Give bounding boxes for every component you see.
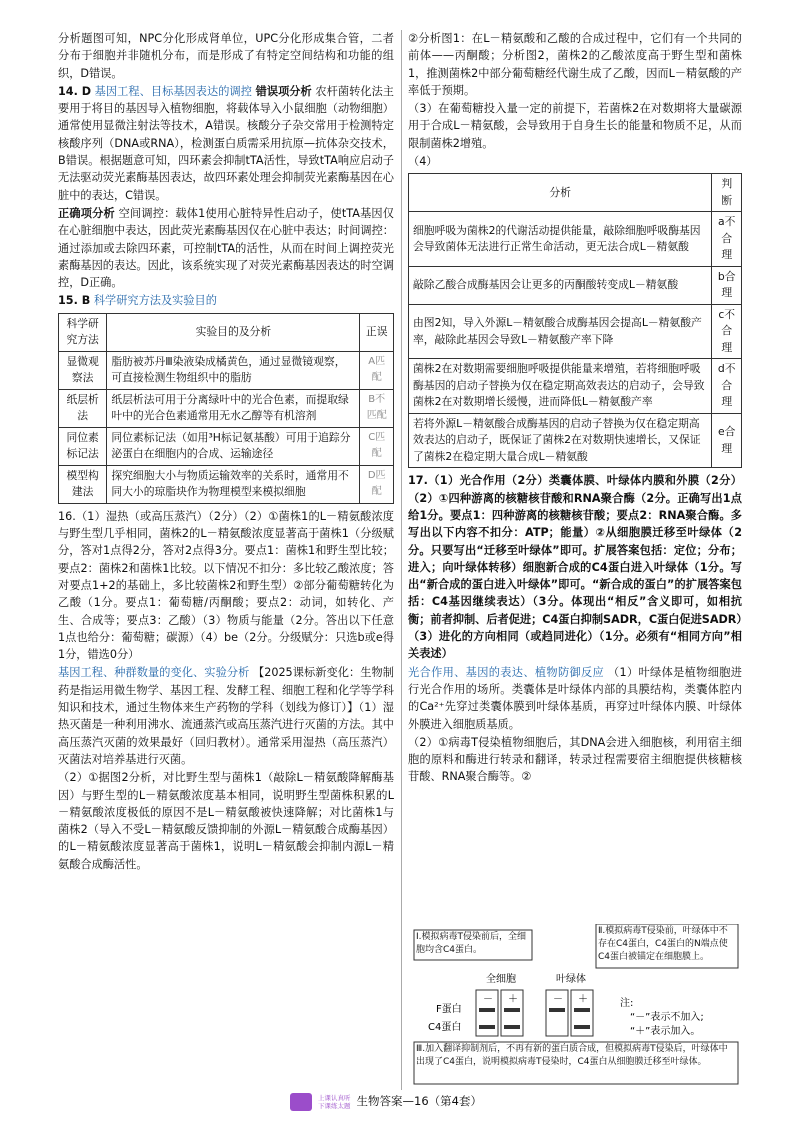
band-f-2 — [504, 1008, 520, 1012]
diagram-box-2-text: Ⅱ.模拟病毒T侵染前，叶绿体中不存在C4蛋白，C4蛋白的N端点使C4蛋白被锚定在细胞膜上。 — [598, 926, 728, 962]
table-header-cell: 科学研究方法 — [59, 313, 107, 351]
sign-3: － — [553, 994, 563, 1005]
band-f-3 — [549, 1008, 565, 1012]
row-c4-protein: C4蛋白 — [428, 1022, 462, 1033]
q15-tag: 科学研究方法及实验目的 — [93, 294, 217, 308]
note-title: 注: — [620, 998, 634, 1009]
band-c4-1 — [479, 1025, 495, 1029]
q15-answer: 15. B — [58, 294, 91, 308]
verdict-cell: D匹配 — [360, 465, 394, 503]
q17-tag: 光合作用、基因的表达、植物防御反应 — [408, 665, 605, 679]
sign-2: ＋ — [508, 994, 518, 1005]
judgement-cell: e合理 — [712, 413, 742, 468]
judgement-cell: a不合理 — [712, 212, 742, 267]
row-f-protein: F蛋白 — [436, 1004, 462, 1015]
slogan-line-2: 下课练太题 — [318, 1102, 351, 1110]
gel-lanes — [476, 990, 593, 1036]
analysis-cell: 纸层析法可用于分离绿叶中的光合色素，而提取绿叶中的光合色素通常用无水乙醇等有机溶剂 — [107, 389, 360, 427]
column-divider — [401, 30, 402, 1090]
q17-answer: 17.（1）光合作用（2分）类囊体膜、叶绿体内膜和外膜（2分）（2）①四种游离的核糖核苷酸和RNA聚合酶（2分。正确写出1点给1分。要点1：四种游离的核糖核苷酸；要点2：RNA聚合酶。多写出以下内容不扣分：ATP；能量）②从细胞膜迁移至叶绿体（2分。只要写出“迁移至叶绿体”即可。扩展答案包括：定位；分布；进入；向叶绿体转移）细胞新合成的C4蛋白进入叶绿体（1分。写出“新合成的蛋白进入叶绿体”即可。“新合成的蛋白”的扩展答案包括：C4基因继续表达）（3分。体现出“相反”含义即可，如相抗衡；前者抑制、后者促进；C4蛋白抑制SADR，C蛋白促进SADR）（3）进化的方向相同（或趋同进化）（1分。必须有“相同方向”相关表述） — [408, 474, 742, 661]
q16-analysis-body: 【2025课标新变化：生物制药是指运用微生物学、基因工程、发酵工程、细胞工程和化学等学科知识和技术，通过生物体来生产药物的学科（划线为修订）】（1）湿热灭菌是一种利用沸水、流通蒸汽或高压蒸汽进行灭菌的方法。其中高压蒸汽灭菌的效果最好（回归教材）。通常采用湿热（高压蒸汽）灭菌法对培养基进行灭菌。 — [58, 666, 394, 766]
q14-block — [58, 83, 394, 204]
table-header-cell: 分析 — [409, 174, 712, 212]
band-f-4 — [574, 1008, 590, 1012]
analysis-cell: 同位素标记法（如用³H标记氨基酸）可用于追踪分泌蛋白在细胞内的合成、运输途径 — [107, 427, 360, 465]
method-cell: 显微观察法 — [59, 351, 107, 389]
table-row — [409, 266, 742, 304]
analysis-cell: 脂肪被苏丹Ⅲ染液染成橘黄色，通过显微镜观察，可直接检测生物组织中的脂肪 — [107, 351, 360, 389]
method-cell: 模型构建法 — [59, 465, 107, 503]
table-row — [409, 304, 742, 359]
table-header-cell: 正误 — [360, 313, 394, 351]
band-c4-2 — [504, 1025, 520, 1029]
analysis-cell: 探究细胞大小与物质运输效率的关系时，通常用不同大小的琼脂块作为物理模型来模拟细胞 — [107, 465, 360, 503]
analysis-cell: 细胞呼吸为菌株2的代谢活动提供能量，敲除细胞呼吸酶基因会导致菌体无法进行正常生命活动，更无法合成L－精氨酸 — [409, 212, 712, 267]
q16-analysis-2: （2）①据图2分析，对比野生型与菌株1（敲除L－精氨酸降解酶基因）与野生型的L－精氨酸浓度基本相同，说明野生型菌株积累的L－精氨酸浓度极低的原因不是L－精氨酸被快速降解；对比菌株1与菌株2（导入不受L－精氨酸反馈抑制的外源L－精氨酸合成酶基因）的L－精氨酸浓度显著高于菌株1，说明L－精氨酸会抑制内源L－精氨酸合成酶活性。 — [58, 771, 394, 871]
verdict-cell: B不匹配 — [360, 389, 394, 427]
analysis-cell: 由图2知，导入外源L－精氨酸合成酶基因会提高L－精氨酸产率，敲除此基因会导致L－精氨酸产率下降 — [409, 304, 712, 359]
slogan-line-1: 上课认真听 — [318, 1094, 351, 1102]
q14-answer: 14. D — [58, 84, 92, 98]
q13-tail: 分析题图可知，NPC分化形成肾单位，UPC分化形成集合管，二者分布于细胞并非随机分布，而是形成了有特定空间结构和功能的组织，D错误。 — [58, 32, 394, 80]
judgement-cell: b合理 — [712, 266, 742, 304]
method-cell: 同位素标记法 — [59, 427, 107, 465]
q14-wrong-label: 错误项分析 — [255, 84, 312, 98]
col-whole-cell: 全细胞 — [486, 974, 516, 985]
table-row — [409, 212, 742, 267]
judgement-cell: c不合理 — [712, 304, 742, 359]
band-c4-4 — [574, 1025, 590, 1029]
diagram-box-3-text: Ⅲ.加入翻译抑制剂后，不再有新的蛋白质合成，但模拟病毒T侵染后，叶绿体中出现了C4蛋白，说明模拟病毒T侵染时，C4蛋白从细胞膜迁移至叶绿体。 — [416, 1044, 728, 1067]
table-row — [409, 413, 742, 468]
q14-body: 农杆菌转化法主要用于将目的基因导入植物细胞，将载体导入小鼠细胞（动物细胞）通常使用显微注射法等技术，A错误。核酸分子杂交常用于检测特定核酸序列（DNA或RNA），检测蛋白质需采用抗原—抗体杂交技术，B错误。根据题意可知，四环素会抑制tTA活性，导致tTA响应启动子无法驱动荧光素酶基因表达，故四环素处理会抑制荧光素酶基因在心脏中的表达，C错误。 — [58, 84, 394, 202]
q15-head — [58, 292, 394, 309]
brand-slogan — [318, 1094, 351, 1110]
q15-table — [58, 313, 394, 504]
q14-tag: 基因工程、目标基因表达的调控 — [94, 84, 252, 98]
q16-analysis — [58, 664, 394, 768]
q16-part2: ②分析图1：在L－精氨酸和乙酸的合成过程中，它们有一个共同的前体——丙酮酸；分析图2，菌株2的乙酸浓度高于野生型和菌株1，推测菌株2中部分葡萄糖经代谢生成了乙酸，因而L－精氨酸的产率低于预期。 — [408, 32, 742, 97]
sign-1: － — [483, 994, 493, 1005]
method-cell: 纸层析法 — [59, 389, 107, 427]
table-header-cell: 判断 — [712, 174, 742, 212]
right-column — [408, 30, 742, 787]
judgement-cell: d不合理 — [712, 359, 742, 414]
q16-part3: （3）在葡萄糖投入量一定的前提下，若菌株2在对数期将大量碳源用于合成L－精氨酸，会导致用于自身生长的能量和物质不足，从而限制菌株2增殖。 — [408, 102, 742, 150]
table-row — [59, 351, 394, 389]
q17-analysis-2: （2）①病毒T侵染植物细胞后，其DNA会进入细胞核，利用宿主细胞的原料和酶进行转录和翻译，转录过程需要宿主细胞提供核糖核苷酸、RNA聚合酶等。② — [408, 735, 742, 784]
q16-tag: 基因工程、种群数量的变化、实验分析 — [58, 666, 250, 680]
analysis-cell: 敲除乙酸合成酶基因会让更多的丙酮酸转变成L－精氨酸 — [409, 266, 712, 304]
page-footer — [290, 1093, 530, 1111]
left-column — [58, 30, 394, 874]
analysis-cell: 若将外源L－精氨酸合成酶基因的启动子替换为仅在稳定期高效表达的启动子，既保证了菌株2在对数期快速增长，又保证了菌株2在稳定期大量合成L－精氨酸 — [409, 413, 712, 468]
page-number: 生物答案—16（第4套） — [356, 1094, 482, 1109]
verdict-cell: C匹配 — [360, 427, 394, 465]
table-row — [409, 359, 742, 414]
diagram-box-1-text: Ⅰ.模拟病毒T侵染前后，全细胞均含C4蛋白。 — [416, 932, 527, 955]
analysis-cell: 菌株2在对数期需要细胞呼吸提供能量来增殖，若将细胞呼吸酶基因的启动子替换为仅在稳定期高效表达的启动子，会导致菌株2在对数期增长缓慢，进而降低L－精氨酸产率 — [409, 359, 712, 414]
table-row — [59, 389, 394, 427]
table-row — [59, 427, 394, 465]
col-chloroplast: 叶绿体 — [556, 974, 586, 985]
note-plus: “＋”表示加入。 — [630, 1026, 701, 1037]
q17-analysis — [408, 664, 742, 733]
q14-right-body: 空间调控：载体1使用心脏特异性启动子，使tTA基因仅在心脏细胞中表达，因此荧光素酶基因仅在心脏中表达；时间调控：通过添加或去除四环素，可控制tTA的活性，从而在时间上调控荧光素酶基因的表达。因此，该系统实现了对荧光素酶基因表达的时空调控，D正确。 — [58, 206, 394, 290]
q16-table — [408, 173, 742, 468]
q14-right-label: 正确项分析 — [58, 206, 115, 220]
table-row — [59, 465, 394, 503]
q17-analysis-body: （1）叶绿体是植物细胞进行光合作用的场所。类囊体是叶绿体内部的具膜结构，类囊体腔内的Ca²⁺先穿过类囊体膜到叶绿体基质，再穿过叶绿体内膜、叶绿体外膜进入细胞质基质。 — [408, 665, 742, 731]
c4-protein-diagram — [408, 924, 742, 1086]
sign-4: ＋ — [578, 994, 588, 1005]
table-header-cell: 实验目的及分析 — [107, 313, 360, 351]
q14-right-block — [58, 205, 394, 291]
band-f-1 — [479, 1008, 495, 1012]
q16-answer: 16.（1）湿热（或高压蒸汽）（2分）（2）①菌株1的L－精氨酸浓度与野生型几乎相同，菌株2的L－精氨酸浓度显著高于菌株1（分级赋分，答对1点得2分，答对2点得3分。要点1：菌株1和野生型比较；要点2：菌株2和菌株1比较。以下情况不扣分：多比较乙酸浓度；答对要点1+2的基础上，多比较菌株2和野生型）②部分葡萄糖转化为乙酸（1分。要点1：葡萄糖/丙酮酸；要点2：动词，如转化、产生、合成等；要点3：乙酸）（3）物质与能量（2分。答出以下任意1点也给分：葡萄糖；碳源）（4）be（2分。分级赋分：只选b或e得1分，错选0分） — [58, 509, 394, 662]
note-minus: “－”表示不加入; — [630, 1012, 704, 1023]
q16-part4-label: （4） — [408, 155, 438, 169]
brand-logo — [290, 1093, 312, 1111]
verdict-cell: A匹配 — [360, 351, 394, 389]
